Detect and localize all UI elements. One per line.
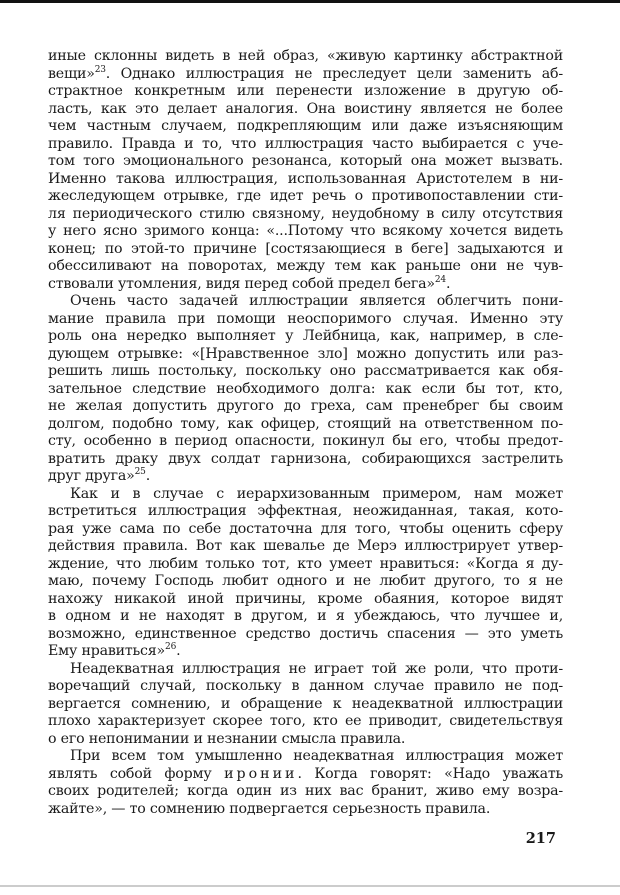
- text-run: жайте», — то сомнению подвергается серьезность правила.: [48, 800, 491, 817]
- text-line: [48, 83, 563, 101]
- text-line: [48, 171, 563, 189]
- text-line: [48, 468, 563, 486]
- text-run: вратить драку двух солдат гарнизона, собирающихся застрелить: [48, 450, 563, 467]
- text-line: [48, 206, 563, 224]
- text-run: страктное конкретным или перенести изложение в другую об-: [48, 83, 563, 99]
- text-line: [48, 591, 563, 609]
- paragraph: [48, 293, 563, 486]
- text-line: [48, 48, 563, 66]
- text-run: Как и в случае с иерархизованным примером, нам может: [70, 485, 563, 502]
- text-run: не желая допустить другого до греха, сам пренебрег бы своим: [48, 398, 563, 414]
- text-run: конец; по этой-то причине [состязающиеся в беге] задыхаются и: [48, 240, 563, 257]
- text-run: Ему нравиться»: [48, 643, 166, 659]
- text-run: нахожу никакой иной причины, кроме обаяния, которое видят: [48, 590, 563, 607]
- text-line: [48, 153, 563, 171]
- text-line: [48, 433, 563, 451]
- page-number: 217: [525, 830, 556, 847]
- text-run: зательное следствие необходимого долга: как если бы тот, кто,: [48, 380, 563, 397]
- text-line: [48, 643, 563, 661]
- text-line: [48, 66, 563, 84]
- text-line: [48, 783, 563, 801]
- paragraph: [48, 748, 563, 818]
- text-run: являть собой форму: [48, 765, 225, 782]
- text-run: ля периодического стилю связному, неудобному в силу отсутствия: [48, 205, 563, 222]
- text-line: [48, 573, 563, 591]
- text-run: дующем отрывке: «[Нравственное зло] можно допустить или раз-: [48, 345, 563, 362]
- emphasis: иронии: [224, 765, 298, 782]
- text-run: о его непонимании и незнании смысла правила.: [48, 730, 406, 747]
- text-run: жеследующем отрывке, где идет речь о противопоставлении сти-: [48, 188, 563, 204]
- text-line: [48, 661, 563, 679]
- text-run: ласть, как это делает аналогия. Она воистину является не более: [48, 100, 563, 117]
- text-run: плохо характеризует скорее того, кто ее приводит, свидетельствуя: [48, 713, 563, 729]
- text-run: возможно, единственное средство достичь спасения — это уметь: [48, 625, 563, 642]
- text-line: [48, 678, 563, 696]
- text-line: [48, 346, 563, 364]
- text-run: мание правила при помощи неоспоримого случая. Именно эту: [48, 310, 563, 327]
- footnote-ref: 24: [434, 274, 446, 285]
- text-run: ствовали утомления, видя перед собой предел бега»: [48, 275, 435, 292]
- text-line: [48, 136, 563, 154]
- text-run: вещи»: [48, 65, 95, 82]
- text-line: [48, 381, 563, 399]
- text-run: рая уже сама по себе достаточна для того, чтобы оценить сферу: [48, 520, 563, 537]
- text-run: роль она нередко выполняет у Лейбница, как, например, в сле-: [48, 328, 563, 344]
- text-line: [48, 486, 563, 504]
- text-line: [48, 311, 563, 329]
- text-run: в одном и не находят в другом, и я убеждаюсь, что лучшее и,: [48, 608, 563, 624]
- text-line: [48, 801, 563, 819]
- text-run: При всем том умышленно неадекватная иллюстрация может: [70, 748, 563, 764]
- paragraph: [48, 48, 563, 293]
- text-run: встретиться иллюстрация эффектная, неожиданная, такая, кото-: [48, 503, 563, 519]
- text-run: . Когда говорят: «Надо уважать: [297, 765, 563, 782]
- text-line: [48, 328, 563, 346]
- paragraph: [48, 661, 563, 749]
- text-run: чем частным случаем, подкрепляющим или даже изъясняющим: [48, 118, 563, 134]
- text-line: [48, 626, 563, 644]
- footnote-ref: 23: [94, 64, 106, 75]
- text-line: [48, 363, 563, 381]
- text-run: обессиливают на поворотах, между тем как раньше они не чув-: [48, 258, 563, 274]
- text-line: [48, 293, 563, 311]
- text-run: друг друга»: [48, 468, 135, 484]
- text-run: правило. Правда и то, что иллюстрация часто выбирается с уче-: [48, 135, 563, 152]
- text-run: действия правила. Вот как шевалье де Мерэ иллюстрирует утвер-: [48, 538, 563, 554]
- text-line: [48, 101, 563, 119]
- text-run: сту, особенно в период опасности, покинул бы его, чтобы предот-: [48, 433, 563, 449]
- footnote-ref: 26: [165, 642, 177, 652]
- text-run: решить лишь постольку, поскольку оно рассматривается как обя-: [48, 363, 563, 379]
- text-run: воречащий случай, поскольку в данном случае правило не под-: [48, 678, 563, 694]
- body-text: [48, 48, 563, 818]
- text-line: [48, 398, 563, 416]
- footnote-ref: 25: [134, 467, 146, 477]
- text-run: ждение, что любим только тот, кто умеет нравиться: «Когда я ду-: [48, 555, 563, 572]
- text-line: [48, 556, 563, 574]
- text-run: маю, почему Господь любит одного и не любит другого, то я не: [48, 573, 563, 589]
- text-run: у него ясно зримого конца: «...Потому что всякому хочется видеть: [48, 223, 563, 239]
- text-run: .: [176, 643, 181, 659]
- text-line: [48, 223, 563, 241]
- text-line: [48, 451, 563, 469]
- text-line: [48, 118, 563, 136]
- paragraph: [48, 486, 563, 661]
- text-run: Именно такова иллюстрация, использованная Аристотелем в ни-: [48, 170, 563, 187]
- text-run: вергается сомнению, и обращение к неадекватной иллюстрации: [48, 695, 563, 712]
- text-line: [48, 608, 563, 626]
- text-run: том того эмоционального резонанса, который она может вызвать.: [48, 153, 563, 169]
- text-run: своих родителей; когда один из них вас бранит, живо ему возра-: [48, 783, 563, 799]
- text-line: [48, 258, 563, 276]
- text-run: . Однако иллюстрация не преследует цели заменить аб-: [105, 65, 563, 82]
- text-run: .: [445, 275, 451, 292]
- text-line: [48, 241, 563, 259]
- text-run: .: [145, 468, 151, 484]
- text-line: [48, 188, 563, 206]
- text-line: [48, 503, 563, 521]
- text-line: [48, 713, 563, 731]
- text-line: [48, 766, 563, 784]
- text-line: [48, 696, 563, 714]
- text-run: Неадекватная иллюстрация не играет той же роли, что проти-: [70, 660, 563, 677]
- text-line: [48, 521, 563, 539]
- scan-top-border: [0, 0, 620, 3]
- text-line: [48, 748, 563, 766]
- scan-bottom-edge: [0, 885, 620, 887]
- text-line: [48, 538, 563, 556]
- text-run: долгом, подобно тому, как офицер, стоящий на ответственном по-: [48, 415, 563, 432]
- text-run: Очень часто задачей иллюстрации является облегчить пони-: [70, 293, 563, 309]
- text-line: [48, 416, 563, 434]
- text-line: [48, 731, 563, 749]
- text-line: [48, 276, 563, 294]
- text-run: иные склонны видеть в ней образ, «живую картинку абстрактной: [48, 48, 563, 64]
